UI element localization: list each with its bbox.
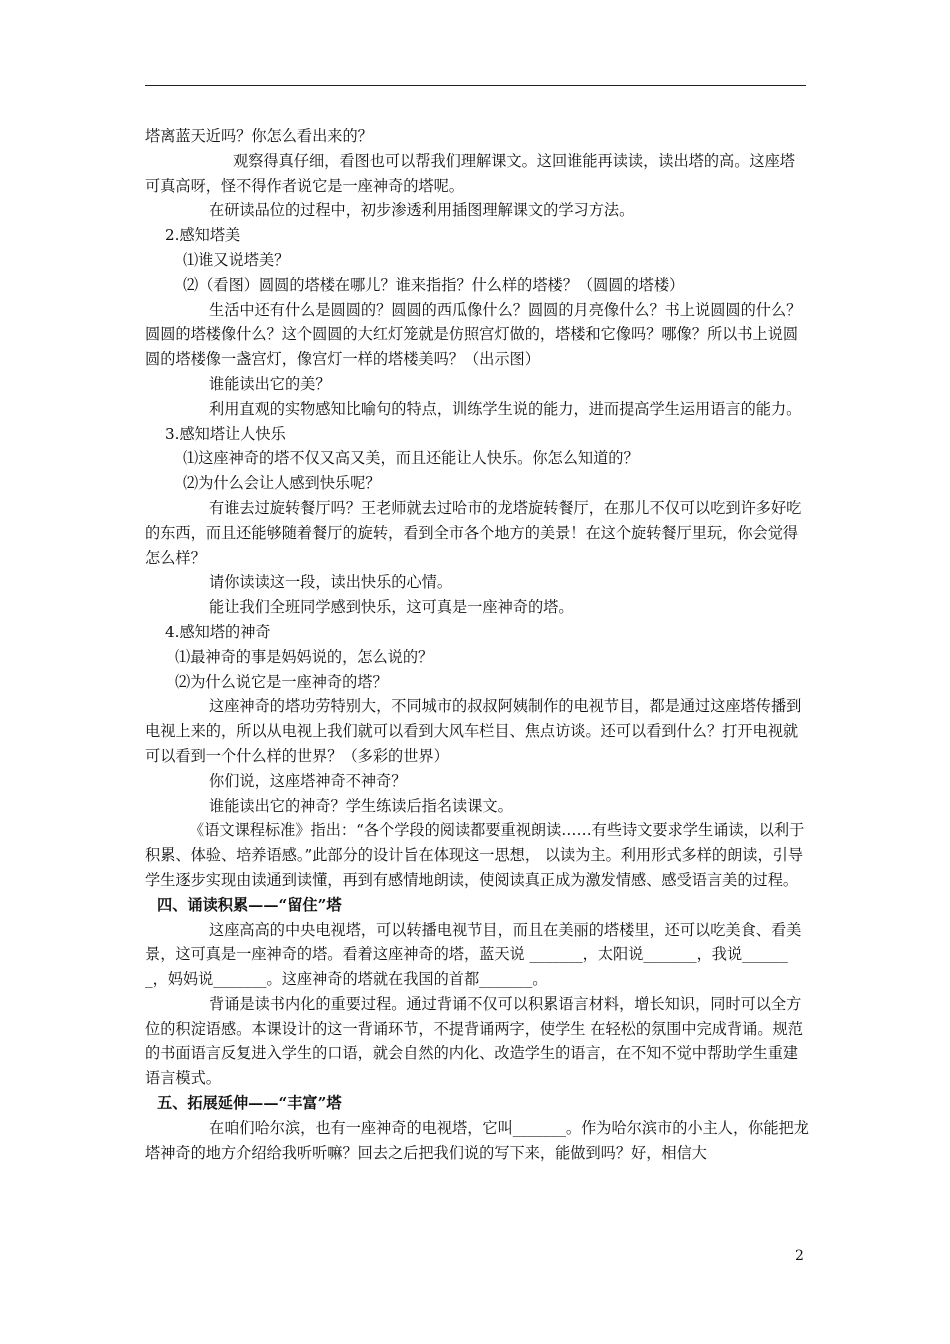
document-body xyxy=(145,124,810,1165)
page-number: 2 xyxy=(795,1248,804,1264)
paragraph: 这座高高的中央电视塔，可以转播电视节目，而且在美丽的塔楼里，还可以吃美食、看美景，这可真是一座神奇的塔。看着这座神奇的塔，蓝天说 _______，太阳说_______，我说_______，妈妈说_______。这座神奇的塔就在我国的首都_______。 xyxy=(145,920,802,989)
paragraph: 利用直观的实物感知比喻句的特点，训练学生说的能力，进而提高学生运用语言的能力。 xyxy=(209,399,802,418)
paragraph: 谁能读出它的神奇？学生练读后指名读课文。 xyxy=(209,796,513,815)
list-item: ⑴最神奇的事是妈妈说的，怎么说的？ xyxy=(175,647,434,666)
list-item: ⑵为什么会让人感到快乐呢？ xyxy=(183,474,381,493)
paragraph: 有谁去过旋转餐厅吗？王老师就去过哈市的龙塔旋转餐厅，在那儿不仅可以吃到许多好吃的东西，而且还能够随着餐厅的旋转，看到全市各个地方的美景！在这个旋转餐厅里玩，你会觉得怎么样？ xyxy=(145,498,802,567)
section-heading: 四、诵读积累——“留住”塔 xyxy=(157,895,342,914)
section-heading: 2.感知塔美 xyxy=(165,226,241,245)
paragraph: 你们说，这座塔神奇不神奇？ xyxy=(209,771,407,790)
paragraph: 请你读读这一段，读出快乐的心情。 xyxy=(209,573,452,592)
paragraph: 塔离蓝天近吗？你怎么看出来的？ xyxy=(145,127,373,145)
paragraph: 观察得真仔细，看图也可以帮我们理解课文。这回谁能再读读，读出塔的高。这座塔可真高呀，怪不得作者说它是一座神奇的塔呢。 xyxy=(145,151,795,195)
list-item: ⑵（看图）圆圆的塔楼在哪儿？谁来指指？什么样的塔楼？（圆圆的塔楼） xyxy=(183,275,685,294)
paragraph: 在咱们哈尔滨，也有一座神奇的电视塔，它叫_______。作为哈尔滨市的小主人，你能把龙塔神奇的地方介绍给我听听嘛？回去之后把我们说的写下来，能做到吗？好，相信大 xyxy=(145,1118,809,1162)
section-heading: 3.感知塔让人快乐 xyxy=(165,424,286,443)
paragraph: 在研读品位的过程中，初步渗透利用插图理解课文的学习方法。 xyxy=(209,201,635,220)
paragraph: 生活中还有什么是圆圆的？圆圆的西瓜像什么？圆圆的月亮像什么？书上说圆圆的什么？圆圆的塔楼像什么？这个圆圆的大红灯笼就是仿照宫灯做的，塔楼和它像吗？哪像？所以书上说圆圆的塔楼像一盏宫灯，像宫灯一样的塔楼美吗？（出示图） xyxy=(145,300,802,369)
paragraph: 《语文课程标准》指出：“各个学段的阅读都要重视朗读……有些诗文要求学生诵读，以利于积累、体验、培养语感。”此部分的设计旨在体现这一思想， 以读为主。利用形式多样的朗读，引导学生逐步实现由读通到读懂，再到有感情地朗读，使阅读真正成为激发情感、感受语言美的过程。 xyxy=(145,821,805,889)
paragraph: 背诵是读书内化的重要过程。通过背诵不仅可以积累语言材料，增长知识，同时可以全方位的积淀语感。本课设计的这一背诵环节，不提背诵两字，使学生 在轻松的氛围中完成背诵。规范的书面语言反复进入学生的口语，就会自然的内化、改造学生的语言，在不知不觉中帮助学生重建语言模式。 xyxy=(145,994,803,1088)
header-rule xyxy=(145,85,806,86)
paragraph: 这座神奇的塔功劳特别大，不同城市的叔叔阿姨制作的电视节目，都是通过这座塔传播到电视上来的，所以从电视上我们就可以看到大风车栏目、焦点访谈。还可以看到什么？打开电视就可以看到一个什么样的世界？（多彩的世界） xyxy=(145,697,802,765)
section-heading: 五、拓展延伸——“丰富”塔 xyxy=(157,1094,342,1113)
paragraph: 谁能读出它的美？ xyxy=(209,374,331,393)
section-heading: 4.感知塔的神奇 xyxy=(165,622,271,641)
list-item: ⑴谁又说塔美？ xyxy=(183,250,290,269)
paragraph: 能让我们全班同学感到快乐，这可真是一座神奇的塔。 xyxy=(209,598,574,617)
list-item: ⑵为什么说它是一座神奇的塔？ xyxy=(175,672,388,691)
list-item: ⑴这座神奇的塔不仅又高又美，而且还能让人快乐。你怎么知道的？ xyxy=(183,449,639,468)
